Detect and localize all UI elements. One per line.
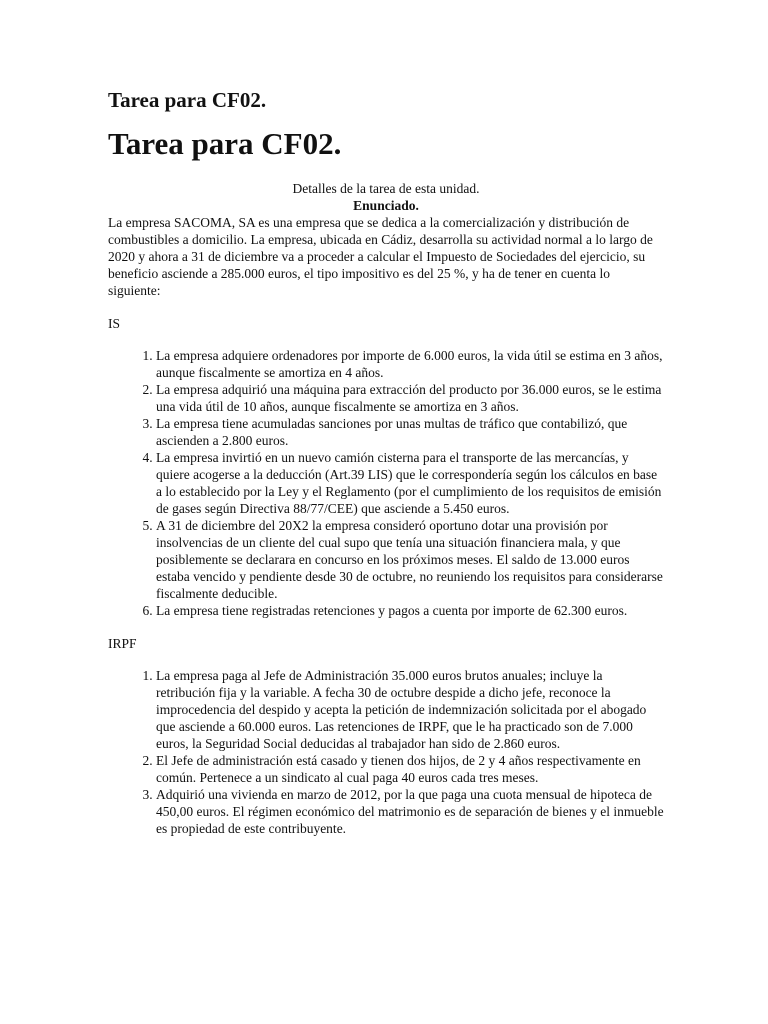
irpf-list-item: 3. Adquirió una vivienda en marzo de 2012, por la que paga una cuota mensual de hipoteca de 450,00 euros. El régimen económico del matrimonio es de separación de bienes y el inmueble es propiedad de este contribuyente. xyxy=(156,786,664,837)
is-list xyxy=(108,347,664,619)
is-list-item: 6. La empresa tiene registradas retenciones y pagos a cuenta por importe de 62.300 euros. xyxy=(156,602,664,619)
is-list-item: 4. La empresa invirtió en un nuevo camión cisterna para el transporte de las mercancías, y quiere acogerse a la deducción (Art.39 LIS) que le correspondería según los cálculos en base a lo establecido por la Ley y el Reglamento (por el cumplimiento de los requisitos de emisión de gases según Directiva 88/77/CEE) que asciende a 5.450 euros. xyxy=(156,449,664,517)
irpf-list-item: 2. El Jefe de administración está casado y tienen dos hijos, de 2 y 4 años respectivamente en común. Pertenece a un sindicato al cual paga 40 euros cada tres meses. xyxy=(156,752,664,786)
is-list-item: 3. La empresa tiene acumuladas sanciones por unas multas de tráfico que contabilizó, que ascienden a 2.800 euros. xyxy=(156,415,664,449)
document-title-large: Tarea para CF02. xyxy=(108,126,342,161)
document-title-small: Tarea para CF02. xyxy=(108,88,267,112)
is-list-item: 1. La empresa adquiere ordenadores por importe de 6.000 euros, la vida útil se estima en 3 años, aunque fiscalmente se amortiza en 4 años. xyxy=(156,347,664,381)
irpf-section-label: IRPF xyxy=(108,636,137,651)
irpf-list xyxy=(108,667,664,837)
enunciado-heading: Enunciado. xyxy=(353,198,419,213)
task-details-caption: Detalles de la tarea de esta unidad. xyxy=(292,181,480,196)
is-section-label: IS xyxy=(108,316,121,331)
irpf-list-item: 1. La empresa paga al Jefe de Administración 35.000 euros brutos anuales; incluye la retribución fija y la variable. A fecha 30 de octubre despide a dicho jefe, reconoce la improcedencia del despido y acepta la petición de indemnización solicitada por el abogado que asciende a 60.000 euros. Las retenciones de IRPF, que le ha practicado son de 7.000 euros, la Seguridad Social deducidas al trabajador han sido de 2.860 euros. xyxy=(156,667,664,752)
is-list-item: 2. La empresa adquirió una máquina para extracción del producto por 36.000 euros, se le estima una vida útil de 10 años, aunque fiscalmente se amortiza en 3 años. xyxy=(156,381,664,415)
document-page xyxy=(108,86,664,837)
is-list-item: 5. A 31 de diciembre del 20X2 la empresa consideró oportuno dotar una provisión por insolvencias de un cliente del cual supo que tenía una situación financiera mala, y que posiblemente se declarara en concurso en los próximos meses. El saldo de 13.000 euros estaba vencido y pendiente desde 30 de octubre, no reuniendo los requisitos para considerarse fiscalmente deducible. xyxy=(156,517,664,602)
intro-paragraph: La empresa SACOMA, SA es una empresa que se dedica a la comercialización y distribución de combustibles a domicilio. La empresa, ubicada en Cádiz, desarrolla su actividad normal a lo largo de 2020 y ahora a 31 de diciembre va a proceder a calcular el Impuesto de Sociedades del ejercicio, su beneficio asciende a 285.000 euros, el tipo impositivo es del 25 %, y ha de tener en cuenta lo siguiente: xyxy=(108,215,653,298)
